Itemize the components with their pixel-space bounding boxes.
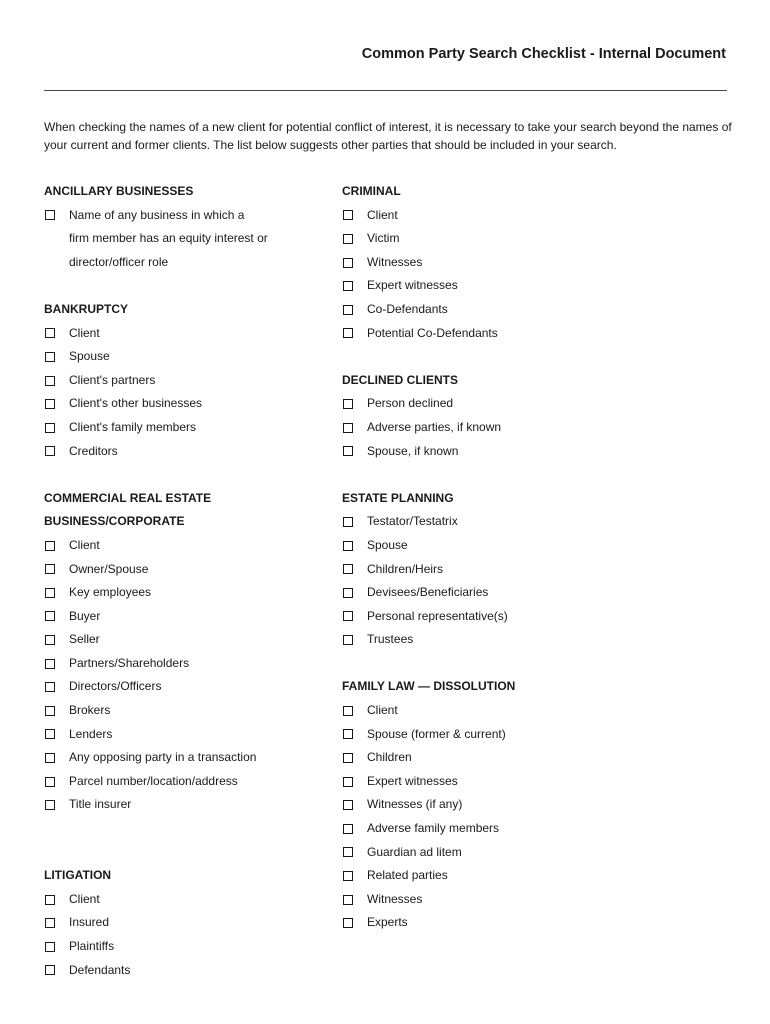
checklist-item[interactable] [44,558,344,582]
checklist-item-label: Client's other businesses [69,396,203,411]
document-title: Common Party Search Checklist - Internal Document [361,46,726,62]
checklist-item-label: Witnesses (if any) [367,797,463,812]
checklist-item[interactable] [44,723,344,747]
left-column [44,180,344,982]
checklist-item[interactable] [44,793,344,817]
checklist-item[interactable] [44,534,344,558]
checkbox[interactable] [343,517,353,527]
checklist-item-label: Witnesses [367,891,423,906]
checklist-item[interactable] [44,581,344,605]
section-spacer [342,463,642,487]
checklist-item-label: Experts [367,915,408,930]
intro-paragraph: When checking the names of a new client for potential conflict of interest, it is necessary to take your search beyond the names of your current and former clients. The list below suggests other parties that should be included in your search. [44,120,732,152]
checklist-item[interactable] [342,793,642,817]
checklist-item[interactable] [342,817,642,841]
checkbox[interactable] [45,918,55,928]
checkbox[interactable] [45,446,55,456]
checkbox[interactable] [45,706,55,716]
checkbox[interactable] [45,800,55,810]
checklist-item-label: Name of any business in which a [69,207,245,222]
checklist-item[interactable] [342,204,642,228]
checkbox[interactable] [343,210,353,220]
checklist-item[interactable] [342,416,642,440]
checklist-item[interactable] [342,440,642,464]
checklist-item[interactable] [342,911,642,935]
checklist-item-label: Partners/Shareholders [69,655,190,670]
checklist-item-label: Children/Heirs [367,561,444,576]
section-spacer [342,652,642,676]
checklist-item[interactable] [342,322,642,346]
checkbox[interactable] [45,611,55,621]
checklist-item-label: Any opposing party in a transaction [69,750,257,765]
section-spacer [44,463,344,487]
checklist-item-label: Witnesses [367,254,423,269]
checklist-item-label: Parcel number/location/address [69,773,238,788]
section-heading-litigation: LITIGATION [44,868,112,883]
checkbox[interactable] [45,682,55,692]
checklist-item[interactable] [44,888,344,912]
checklist-item-label: Related parties [367,868,448,883]
header-divider [44,90,727,91]
section-heading-bankruptcy: BANKRUPTCY [44,301,128,316]
checklist-item-label: Personal representative(s) [367,608,508,623]
checklist-item-continuation: director/officer role [69,254,169,269]
checklist-item-label: Guardian ad litem [367,844,462,859]
checklist-item-label: Brokers [69,703,111,718]
checklist-item-label: Plaintiffs [69,939,115,953]
checklist-item[interactable] [44,322,344,346]
section-heading-declined-clients: DECLINED CLIENTS [342,372,459,387]
section-spacer [342,345,642,369]
checkbox[interactable] [343,305,353,315]
checklist-item[interactable] [342,227,642,251]
checklist-item[interactable] [44,416,344,440]
checklist-item-continuation: firm member has an equity interest or [69,231,268,246]
checklist-item[interactable] [342,864,642,888]
checkbox[interactable] [343,611,353,621]
checklist-item[interactable] [342,534,642,558]
checkbox[interactable] [45,753,55,763]
checklist-item-label: Children [367,750,412,765]
checkbox[interactable] [45,942,55,952]
checkbox[interactable] [45,328,55,338]
checkbox[interactable] [343,399,353,409]
checklist-item[interactable] [44,770,344,794]
checklist-item-label: Adverse parties, if known [367,419,502,434]
checkbox[interactable] [45,564,55,574]
checklist-item-label: Lenders [69,726,113,741]
checkbox[interactable] [45,659,55,669]
checklist-item-label: Spouse [367,537,408,552]
checklist-item[interactable] [44,935,344,959]
checklist-item-label: Spouse (former & current) [367,726,506,741]
checklist-item[interactable] [44,345,344,369]
checkbox[interactable] [45,541,55,551]
checkbox[interactable] [343,446,353,456]
section-spacer [44,841,344,865]
checklist-item-label: Client's partners [69,372,156,387]
checkbox[interactable] [343,234,353,244]
checklist-item-label: Trustees [367,632,414,647]
checklist-item-label: Co-Defendants [367,301,448,316]
checklist-item-label: Key employees [69,585,152,600]
checkbox[interactable] [343,258,353,268]
checkbox[interactable] [45,635,55,645]
checklist-item[interactable] [44,911,344,935]
checklist-item-label: Expert witnesses [367,278,458,293]
checkbox[interactable] [343,871,353,881]
section-heading-business-corporate: BUSINESS/CORPORATE [44,514,185,529]
section-heading-estate-planning: ESTATE PLANNING [342,490,454,505]
checklist-item[interactable] [342,605,642,629]
checkbox[interactable] [343,895,353,905]
checkbox[interactable] [343,423,353,433]
checklist-item[interactable] [44,392,344,416]
section-heading-family-law-dissolution: FAMILY LAW — DISSOLUTION [342,679,516,694]
checklist-item-label: Client [69,891,100,906]
checklist-item[interactable] [44,605,344,629]
checkbox[interactable] [45,399,55,409]
checklist-item-label: Seller [69,632,100,647]
checklist-item-label: Owner/Spouse [69,561,149,576]
checklist-item[interactable] [44,652,344,676]
section-spacer [44,274,344,298]
checklist-item-label: Person declined [367,396,454,411]
checkbox[interactable] [343,281,353,291]
checklist-item[interactable] [342,746,642,770]
checklist-item[interactable] [44,746,344,770]
checkbox[interactable] [45,352,55,362]
checklist-item[interactable] [44,959,344,983]
checkbox[interactable] [45,210,55,220]
checklist-item[interactable] [44,628,344,652]
checklist-item[interactable] [44,440,344,464]
checkbox[interactable] [45,965,55,975]
checklist-item-label: Client [367,703,398,718]
checklist-item[interactable] [342,274,642,298]
checklist-item[interactable] [342,841,642,865]
checkbox[interactable] [45,588,55,598]
checklist-item[interactable] [342,699,642,723]
checklist-item[interactable] [342,888,642,912]
checklist-item[interactable] [342,628,642,652]
checklist-item-label: Insured [69,915,110,930]
checklist-item[interactable] [44,699,344,723]
right-column [342,180,642,935]
checkbox[interactable] [343,847,353,857]
checklist-item[interactable] [44,369,344,393]
checklist-item-label: Devisees/Beneficiaries [367,585,489,600]
checklist-item-label: Buyer [69,608,101,623]
checkbox[interactable] [45,423,55,433]
checkbox[interactable] [343,635,353,645]
checkbox[interactable] [45,376,55,386]
checklist-item[interactable] [342,770,642,794]
checklist-item-label: Client's family members [69,419,196,434]
checklist-item-label: Defendants [69,962,131,977]
checkbox[interactable] [343,729,353,739]
checklist-item-label: Client [69,325,100,340]
checklist-item-label: Spouse [69,349,110,364]
checklist-item-label: Adverse family members [367,821,500,836]
checkbox[interactable] [343,328,353,338]
checkbox[interactable] [343,918,353,928]
checkbox[interactable] [343,777,353,787]
checklist-item[interactable] [342,510,642,534]
checklist-item[interactable] [342,251,642,275]
checklist-item-label: Potential Co-Defendants [367,325,498,340]
checklist-item[interactable] [342,581,642,605]
section-heading-commercial-real-estate: COMMERCIAL REAL ESTATE [44,490,212,505]
checklist-item-label: Creditors [69,443,118,458]
checklist-item-label: Title insurer [69,797,132,812]
checkbox[interactable] [343,800,353,810]
checklist-item-label: Expert witnesses [367,773,458,788]
checklist-item[interactable] [342,558,642,582]
checkbox[interactable] [343,706,353,716]
checklist-item[interactable] [342,723,642,747]
checkbox[interactable] [343,824,353,834]
checkbox[interactable] [343,541,353,551]
checklist-item-label: Client [69,537,100,552]
checklist-item[interactable] [44,204,344,228]
checklist-item[interactable] [342,392,642,416]
checkbox[interactable] [343,588,353,598]
checkbox[interactable] [45,895,55,905]
section-heading-ancillary-businesses: ANCILLARY BUSINESSES [44,184,194,198]
checklist-item-label: Spouse, if known [367,443,459,458]
checklist-item-label: Testator/Testatrix [367,514,458,529]
section-heading-criminal: CRIMINAL [342,184,401,198]
checklist-item-label: Victim [367,231,400,246]
checklist-item-label: Client [367,207,398,222]
checkbox[interactable] [45,777,55,787]
checkbox[interactable] [343,564,353,574]
section-spacer [44,817,344,841]
checkbox[interactable] [45,729,55,739]
checklist-item-label: Directors/Officers [69,679,162,694]
checklist-item[interactable] [44,675,344,699]
checkbox[interactable] [343,753,353,763]
checklist-item[interactable] [342,298,642,322]
